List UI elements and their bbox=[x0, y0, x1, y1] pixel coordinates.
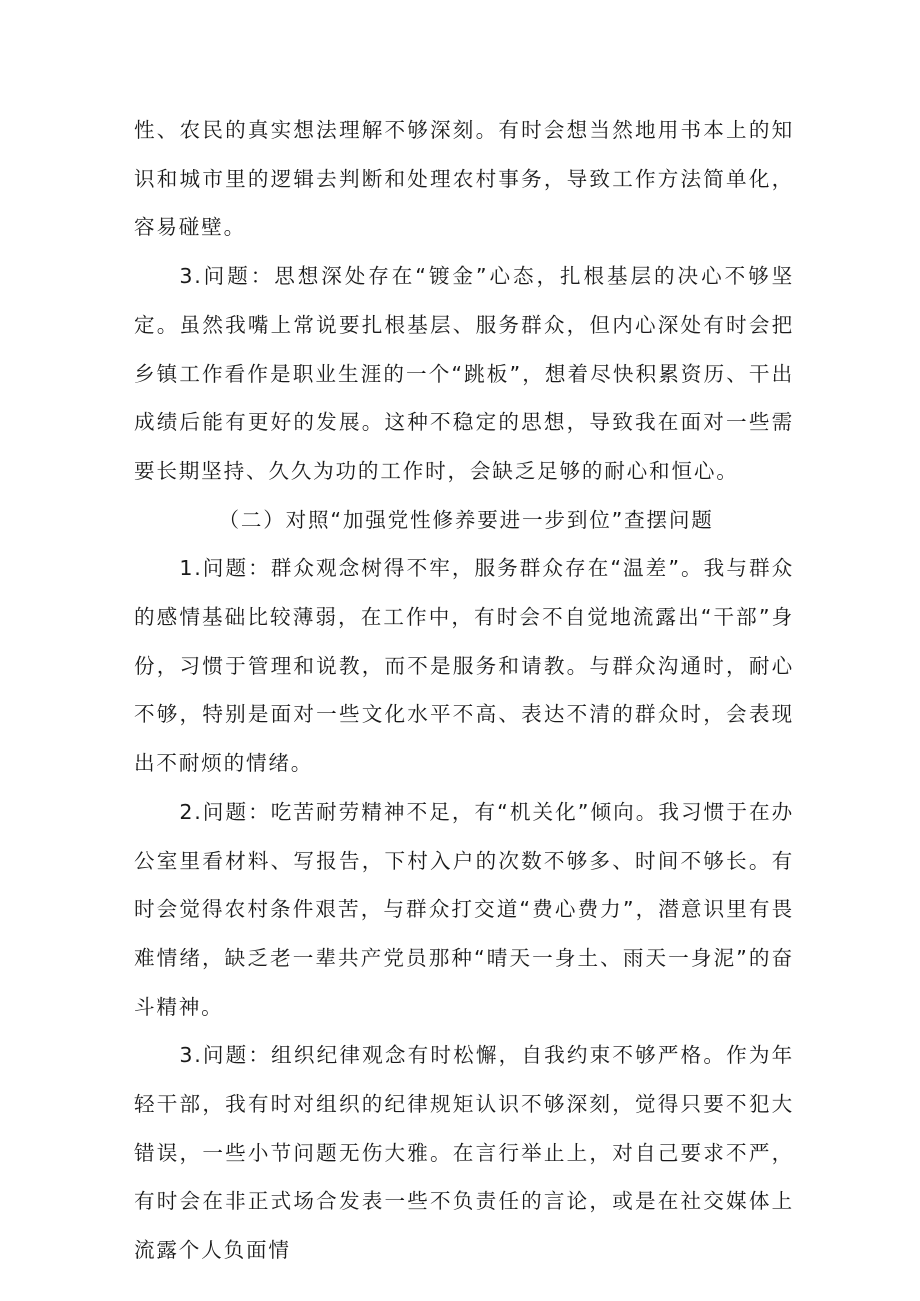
document-body bbox=[134, 106, 794, 1275]
section-heading-2: （二）对照“加强党性修养要进一步到位”查摆问题 bbox=[218, 507, 714, 532]
paragraph-problem-1-mass-concept: 1.问题：群众观念树得不牢，服务群众存在“温差”。我与群众的感情基础比较薄弱，在工作中，有时会不自觉地流露出“干部”身份，习惯于管理和说教，而不是服务和请教。与群众沟通时，耐心不够，特别是面对一些文化水平不高、表达不清的群众时，会表现出不耐烦的情绪。 bbox=[134, 556, 794, 776]
paragraph-problem-3-discipline: 3.问题：组织纪律观念有时松懈，自我约束不够严格。作为年轻干部，我有时对组织的纪律规矩认识不够深刻，觉得只要不犯大错误，一些小节问题无伤大雅。在言行举止上，对自己要求不严，有时会在非正式场合发表一些不负责任的言论，或是在社交媒体上流露个人负面情 bbox=[134, 1043, 794, 1263]
paragraph-continuation: 性、农民的真实想法理解不够深刻。有时会想当然地用书本上的知识和城市里的逻辑去判断和处理农村事务，导致工作方法简单化，容易碰壁。 bbox=[134, 118, 794, 240]
paragraph-problem-3-gilding-mindset: 3.问题：思想深处存在“镀金”心态，扎根基层的决心不够坚定。虽然我嘴上常说要扎根基层、服务群众，但内心深处有时会把乡镇工作看作是职业生涯的一个“跳板”，想着尽快积累资历、干出成绩后能有更好的发展。这种不稳定的思想，导致我在面对一些需要长期坚持、久久为功的工作时，会缺乏足够的耐心和恒心。 bbox=[134, 264, 794, 483]
paragraph-problem-2-hardship-spirit: 2.问题：吃苦耐劳精神不足，有“机关化”倾向。我习惯于在办公室里看材料、写报告，下村入户的次数不够多、时间不够长。有时会觉得农村条件艰苦，与群众打交道“费心费力”，潜意识里有畏难情绪，缺乏老一辈共产党员那种“晴天一身土、雨天一身泥”的奋斗精神。 bbox=[134, 799, 794, 1019]
